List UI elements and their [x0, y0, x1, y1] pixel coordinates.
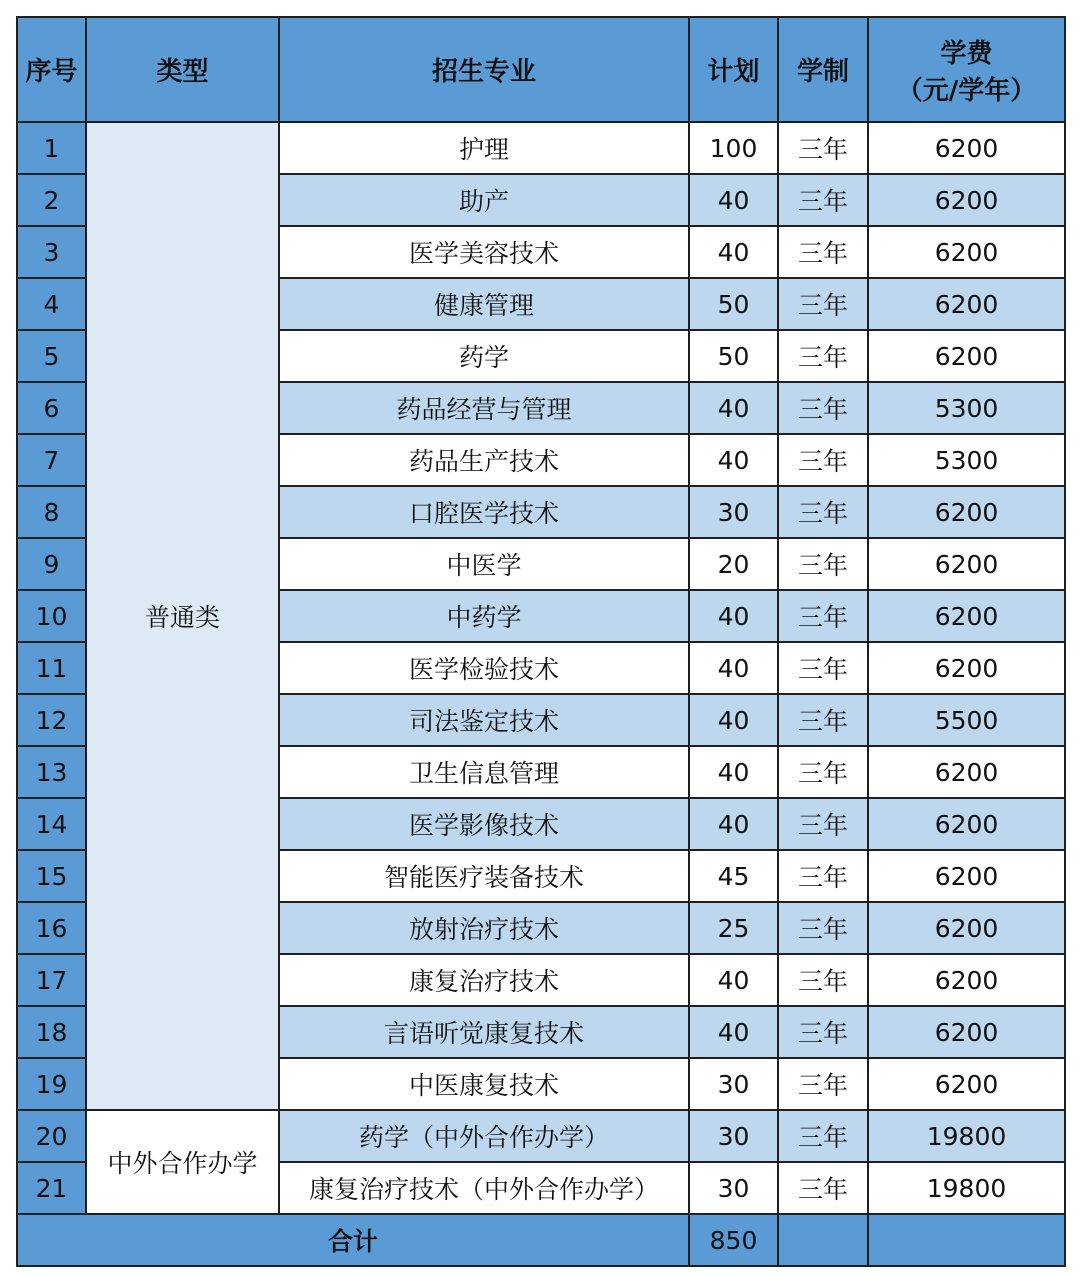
- row-plan: 40: [689, 590, 778, 642]
- row-years: 三年: [778, 1058, 868, 1110]
- row-plan: 30: [689, 1162, 778, 1214]
- total-fee-empty: [868, 1214, 1065, 1266]
- row-years: 三年: [778, 850, 868, 902]
- row-years: 三年: [778, 382, 868, 434]
- row-fee: 6200: [868, 902, 1065, 954]
- header-type: 类型: [86, 17, 279, 122]
- row-plan: 50: [689, 278, 778, 330]
- row-index: 6: [17, 382, 86, 434]
- row-index: 18: [17, 1006, 86, 1058]
- row-index: 13: [17, 746, 86, 798]
- row-fee: 6200: [868, 174, 1065, 226]
- row-fee: 6200: [868, 122, 1065, 174]
- table-row: [17, 122, 1065, 174]
- row-index: 15: [17, 850, 86, 902]
- row-fee: 19800: [868, 1162, 1065, 1214]
- row-plan: 40: [689, 798, 778, 850]
- row-index: 2: [17, 174, 86, 226]
- row-plan: 40: [689, 382, 778, 434]
- row-fee: 5500: [868, 694, 1065, 746]
- row-index: 8: [17, 486, 86, 538]
- row-major: 药学（中外合作办学）: [279, 1110, 689, 1162]
- row-years: 三年: [778, 1162, 868, 1214]
- row-plan: 50: [689, 330, 778, 382]
- row-major: 医学影像技术: [279, 798, 689, 850]
- row-major: 中药学: [279, 590, 689, 642]
- row-fee: 19800: [868, 1110, 1065, 1162]
- row-fee: 6200: [868, 590, 1065, 642]
- row-index: 16: [17, 902, 86, 954]
- header-major: 招生专业: [279, 17, 689, 122]
- row-fee: 6200: [868, 226, 1065, 278]
- header-fee-line1: 学费: [940, 38, 993, 69]
- row-years: 三年: [778, 590, 868, 642]
- row-major: 康复治疗技术（中外合作办学）: [279, 1162, 689, 1214]
- row-plan: 40: [689, 226, 778, 278]
- enrollment-table: [16, 16, 1066, 1267]
- row-years: 三年: [778, 486, 868, 538]
- header-plan: 计划: [689, 17, 778, 122]
- row-index: 1: [17, 122, 86, 174]
- row-major: 助产: [279, 174, 689, 226]
- row-fee: 6200: [868, 278, 1065, 330]
- row-index: 12: [17, 694, 86, 746]
- row-major: 中医学: [279, 538, 689, 590]
- row-plan: 40: [689, 1006, 778, 1058]
- row-fee: 6200: [868, 850, 1065, 902]
- row-major: 护理: [279, 122, 689, 174]
- row-major: 中医康复技术: [279, 1058, 689, 1110]
- row-index: 3: [17, 226, 86, 278]
- row-plan: 30: [689, 486, 778, 538]
- row-plan: 40: [689, 642, 778, 694]
- row-fee: 6200: [868, 330, 1065, 382]
- row-plan: 20: [689, 538, 778, 590]
- total-label: 合计: [17, 1214, 689, 1266]
- row-major: 药品经营与管理: [279, 382, 689, 434]
- row-index: 7: [17, 434, 86, 486]
- row-major: 卫生信息管理: [279, 746, 689, 798]
- row-plan: 40: [689, 954, 778, 1006]
- row-years: 三年: [778, 538, 868, 590]
- row-index: 21: [17, 1162, 86, 1214]
- row-major: 医学美容技术: [279, 226, 689, 278]
- row-fee: 6200: [868, 954, 1065, 1006]
- table-row: [17, 1110, 1065, 1162]
- row-index: 10: [17, 590, 86, 642]
- row-fee: 5300: [868, 434, 1065, 486]
- row-plan: 45: [689, 850, 778, 902]
- row-plan: 30: [689, 1110, 778, 1162]
- header-fee-line2: （元/学年）: [896, 75, 1037, 106]
- total-years-empty: [778, 1214, 868, 1266]
- row-index: 17: [17, 954, 86, 1006]
- row-index: 5: [17, 330, 86, 382]
- row-years: 三年: [778, 226, 868, 278]
- row-index: 9: [17, 538, 86, 590]
- row-major: 口腔医学技术: [279, 486, 689, 538]
- header-row: [17, 17, 1065, 122]
- row-years: 三年: [778, 278, 868, 330]
- row-fee: 6200: [868, 798, 1065, 850]
- row-index: 20: [17, 1110, 86, 1162]
- row-years: 三年: [778, 434, 868, 486]
- total-plan: 850: [689, 1214, 778, 1266]
- row-index: 11: [17, 642, 86, 694]
- header-index: 序号: [17, 17, 86, 122]
- row-major: 康复治疗技术: [279, 954, 689, 1006]
- row-plan: 100: [689, 122, 778, 174]
- row-years: 三年: [778, 798, 868, 850]
- row-major: 言语听觉康复技术: [279, 1006, 689, 1058]
- row-years: 三年: [778, 954, 868, 1006]
- row-index: 14: [17, 798, 86, 850]
- row-plan: 25: [689, 902, 778, 954]
- row-years: 三年: [778, 902, 868, 954]
- total-row: [17, 1214, 1065, 1266]
- header-years: 学制: [778, 17, 868, 122]
- row-plan: 40: [689, 174, 778, 226]
- row-fee: 6200: [868, 486, 1065, 538]
- row-major: 药品生产技术: [279, 434, 689, 486]
- row-fee: 6200: [868, 538, 1065, 590]
- row-plan: 40: [689, 694, 778, 746]
- type-general: 普通类: [86, 122, 279, 1110]
- row-index: 19: [17, 1058, 86, 1110]
- row-fee: 6200: [868, 1058, 1065, 1110]
- row-fee: 5300: [868, 382, 1065, 434]
- row-plan: 40: [689, 746, 778, 798]
- row-plan: 30: [689, 1058, 778, 1110]
- row-years: 三年: [778, 330, 868, 382]
- row-major: 医学检验技术: [279, 642, 689, 694]
- row-major: 放射治疗技术: [279, 902, 689, 954]
- row-index: 4: [17, 278, 86, 330]
- row-years: 三年: [778, 174, 868, 226]
- row-years: 三年: [778, 694, 868, 746]
- header-fee: [868, 17, 1065, 122]
- row-major: 药学: [279, 330, 689, 382]
- row-major: 司法鉴定技术: [279, 694, 689, 746]
- row-years: 三年: [778, 642, 868, 694]
- row-years: 三年: [778, 746, 868, 798]
- type-sino-foreign: 中外合作办学: [86, 1110, 279, 1214]
- row-fee: 6200: [868, 746, 1065, 798]
- row-fee: 6200: [868, 642, 1065, 694]
- row-major: 智能医疗装备技术: [279, 850, 689, 902]
- row-years: 三年: [778, 1110, 868, 1162]
- row-years: 三年: [778, 1006, 868, 1058]
- row-fee: 6200: [868, 1006, 1065, 1058]
- row-plan: 40: [689, 434, 778, 486]
- row-major: 健康管理: [279, 278, 689, 330]
- row-years: 三年: [778, 122, 868, 174]
